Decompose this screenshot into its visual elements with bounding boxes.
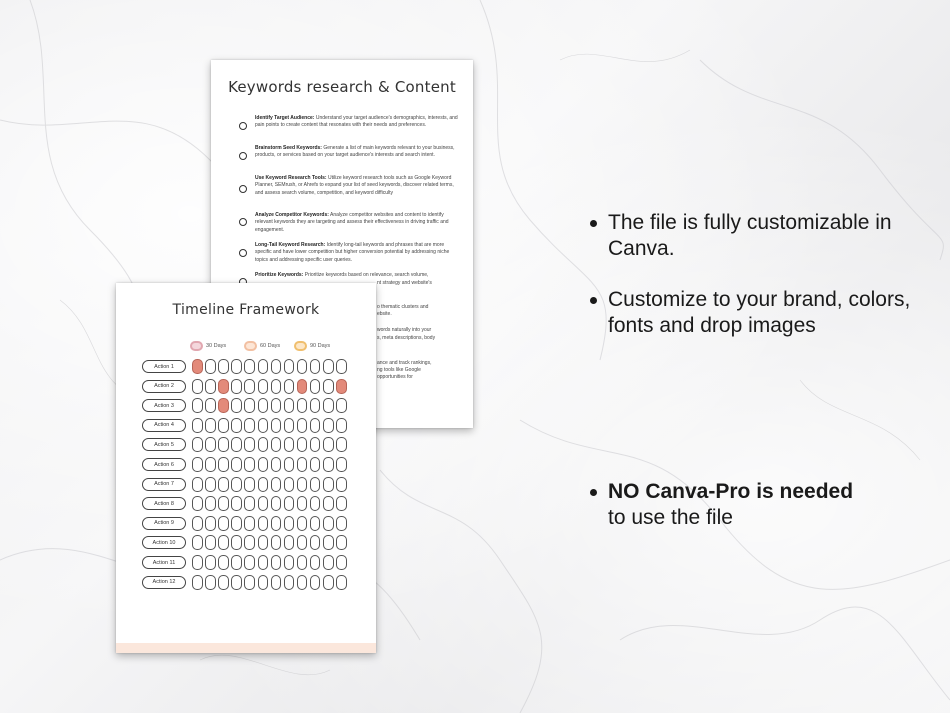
timeline-cell[interactable]	[310, 398, 321, 413]
action-label-button[interactable]: Action 4	[142, 419, 186, 432]
kw-partial-1: nt strategy and website's	[377, 280, 432, 286]
timeline-cell[interactable]	[336, 457, 347, 472]
action-label-button[interactable]: Action 9	[142, 517, 186, 530]
timeline-cell[interactable]	[244, 575, 255, 590]
timeline-cell[interactable]	[323, 535, 334, 550]
timeline-cell[interactable]	[297, 437, 308, 452]
timeline-cell[interactable]	[192, 575, 203, 590]
timeline-cell[interactable]	[231, 477, 242, 492]
timeline-cell[interactable]	[192, 379, 203, 394]
timeline-cell[interactable]	[231, 535, 242, 550]
radio-circle-icon[interactable]	[239, 185, 247, 193]
timeline-cell[interactable]	[192, 418, 203, 433]
timeline-cell[interactable]	[284, 437, 295, 452]
timeline-cell[interactable]	[297, 496, 308, 511]
timeline-cell[interactable]	[218, 359, 229, 374]
timeline-cell[interactable]	[231, 575, 242, 590]
keywords-page-title: Keywords research & Content	[228, 78, 456, 96]
timeline-cell[interactable]	[310, 379, 321, 394]
timeline-cell[interactable]	[284, 535, 295, 550]
timeline-cell[interactable]	[192, 477, 203, 492]
timeline-cell[interactable]	[284, 379, 295, 394]
timeline-cell[interactable]	[258, 457, 269, 472]
timeline-cell[interactable]	[310, 359, 321, 374]
no-pro-bold: NO Canva-Pro is needed	[608, 480, 854, 503]
timeline-cell[interactable]	[310, 496, 321, 511]
timeline-cell[interactable]	[336, 496, 347, 511]
action-label-button[interactable]: Action 3	[142, 399, 186, 412]
timeline-cell[interactable]	[323, 418, 334, 433]
timeline-cell[interactable]	[231, 418, 242, 433]
timeline-cell[interactable]	[205, 575, 216, 590]
timeline-cell[interactable]	[258, 379, 269, 394]
timeline-cell[interactable]	[205, 477, 216, 492]
legend-90-days: 90 Days	[294, 341, 330, 351]
timeline-cell[interactable]	[231, 437, 242, 452]
timeline-cell[interactable]	[336, 477, 347, 492]
radio-circle-icon[interactable]	[239, 249, 247, 257]
timeline-cell[interactable]	[231, 516, 242, 531]
timeline-cell[interactable]	[205, 555, 216, 570]
timeline-cell[interactable]	[271, 418, 282, 433]
kw-partial-6: ance and track rankings,	[377, 360, 432, 366]
timeline-cell-filled[interactable]	[218, 379, 229, 394]
timeline-cell[interactable]	[258, 398, 269, 413]
action-label-button[interactable]: Action 7	[142, 478, 186, 491]
kw-partial-5: s, meta descriptions, body	[377, 335, 436, 341]
timeline-cell[interactable]	[192, 555, 203, 570]
timeline-cell[interactable]	[297, 457, 308, 472]
timeline-cell[interactable]	[271, 535, 282, 550]
timeline-cell[interactable]	[271, 496, 282, 511]
keywords-research-page: Keywords research & Content Identify Target Audience: Understand your target audience's demographics, interests, and pain points to create content that resonates with their needs and preferences. Brainstorm Seed Keywords: Generate a list of main keywords relevant to your business, products, or services based on your target audience's interests and search intent. Use Keyword Research Tools: Utilize keyword research tools such as Google Keyword Planner, SEMrush, or Ahrefs to expand your list of seed keywords, discover related terms, and assess search volume, competition, and keyword difficulty Analyze Competitor Keywords: Analyze competitor websites and content to identify relevant keywords they are targeting and assess their effectiveness in driving traffic and engagement. Long-Tail Keyword Research: Identify long-tail keywords and phrases that are more specific and have lower competition but higher conversion potential by addressing niche topics and addressing specific user queries. Prioritize Keywords: Prioritize keywords based on relevance, search volume, nt strategy and website's o thematic clusters and ebsite. words naturally into your s, meta descriptions, body ance and track rankings, ng tools like Google opportunities for	[211, 60, 473, 428]
timeline-cell[interactable]	[218, 477, 229, 492]
timeline-cell[interactable]	[231, 555, 242, 570]
timeline-cell-filled[interactable]	[192, 359, 203, 374]
timeline-cell[interactable]	[258, 418, 269, 433]
timeline-cell[interactable]	[218, 516, 229, 531]
bullet-dot-icon	[590, 297, 597, 304]
timeline-cell[interactable]	[297, 418, 308, 433]
timeline-cell[interactable]	[231, 496, 242, 511]
legend-60-days: 60 Days	[244, 341, 280, 351]
timeline-cell-filled[interactable]	[336, 379, 347, 394]
timeline-cell[interactable]	[323, 359, 334, 374]
timeline-cell[interactable]	[244, 516, 255, 531]
timeline-cell[interactable]	[336, 516, 347, 531]
action-label-button[interactable]: Action 2	[142, 380, 186, 393]
timeline-cell[interactable]	[336, 359, 347, 374]
radio-circle-icon[interactable]	[239, 152, 247, 160]
timeline-cell[interactable]	[271, 575, 282, 590]
timeline-cell[interactable]	[310, 437, 321, 452]
bullet-dot-icon	[590, 220, 597, 227]
timeline-cell[interactable]	[284, 418, 295, 433]
timeline-cell[interactable]	[244, 477, 255, 492]
timeline-cell[interactable]	[218, 437, 229, 452]
action-label-button[interactable]: Action 1	[142, 360, 186, 373]
timeline-cell[interactable]	[192, 398, 203, 413]
timeline-cell[interactable]	[297, 516, 308, 531]
timeline-cell[interactable]	[323, 437, 334, 452]
legend-swatch-60	[244, 341, 257, 351]
action-label-button[interactable]: Action 6	[142, 458, 186, 471]
timeline-page-title: Timeline Framework	[172, 302, 320, 318]
timeline-cell[interactable]	[310, 418, 321, 433]
timeline-cell[interactable]	[244, 398, 255, 413]
action-label-button[interactable]: Action 8	[142, 497, 186, 510]
timeline-cell[interactable]	[205, 535, 216, 550]
timeline-cell[interactable]	[218, 457, 229, 472]
timeline-cell[interactable]	[310, 555, 321, 570]
timeline-cell[interactable]	[284, 575, 295, 590]
timeline-cell[interactable]	[205, 398, 216, 413]
timeline-cell[interactable]	[297, 535, 308, 550]
timeline-cell[interactable]	[271, 516, 282, 531]
timeline-cell[interactable]	[323, 398, 334, 413]
timeline-cell[interactable]	[323, 477, 334, 492]
timeline-cell[interactable]	[192, 457, 203, 472]
timeline-cell[interactable]	[297, 575, 308, 590]
timeline-cell[interactable]	[271, 477, 282, 492]
timeline-cell[interactable]	[231, 457, 242, 472]
action-label-button[interactable]: Action 5	[142, 438, 186, 451]
bullet-dot-icon	[590, 489, 597, 496]
action-label-button[interactable]: Action 10	[142, 536, 186, 549]
timeline-cell[interactable]	[205, 516, 216, 531]
timeline-cell[interactable]	[192, 516, 203, 531]
timeline-cell[interactable]	[231, 359, 242, 374]
timeline-cell[interactable]	[244, 437, 255, 452]
timeline-cell[interactable]	[323, 457, 334, 472]
timeline-cell[interactable]	[244, 496, 255, 511]
timeline-cell[interactable]	[218, 555, 229, 570]
timeline-cell[interactable]	[192, 496, 203, 511]
timeline-cell[interactable]	[205, 496, 216, 511]
timeline-cell[interactable]	[271, 398, 282, 413]
action-label-button[interactable]: Action 12	[142, 576, 186, 589]
kw-partial-2: o thematic clusters and	[377, 304, 429, 310]
timeline-cell[interactable]	[231, 379, 242, 394]
timeline-cell[interactable]	[336, 535, 347, 550]
timeline-cell[interactable]	[336, 575, 347, 590]
timeline-cell[interactable]	[271, 379, 282, 394]
timeline-cell[interactable]	[336, 555, 347, 570]
timeline-cell[interactable]	[258, 575, 269, 590]
timeline-cell[interactable]	[244, 535, 255, 550]
action-label-button[interactable]: Action 11	[142, 556, 186, 569]
timeline-cell[interactable]	[323, 379, 334, 394]
timeline-cell-filled[interactable]	[218, 398, 229, 413]
timeline-cell[interactable]	[258, 555, 269, 570]
timeline-cell[interactable]	[192, 437, 203, 452]
radio-circle-icon[interactable]	[239, 122, 247, 130]
timeline-cell[interactable]	[205, 457, 216, 472]
timeline-cell[interactable]	[205, 437, 216, 452]
timeline-cell[interactable]	[244, 379, 255, 394]
legend-swatch-90	[294, 341, 307, 351]
timeline-cell[interactable]	[284, 457, 295, 472]
timeline-cell[interactable]	[218, 496, 229, 511]
timeline-cell[interactable]	[284, 555, 295, 570]
timeline-cell[interactable]	[218, 535, 229, 550]
timeline-cell[interactable]	[244, 359, 255, 374]
timeline-cell[interactable]	[323, 516, 334, 531]
radio-circle-icon[interactable]	[239, 218, 247, 226]
kw-partial-7: ng tools like Google	[377, 367, 421, 373]
kw-partial-3: ebsite.	[377, 311, 392, 317]
timeline-cell[interactable]	[258, 535, 269, 550]
footer-band	[116, 643, 376, 653]
timeline-cell[interactable]	[336, 437, 347, 452]
timeline-cell[interactable]	[323, 575, 334, 590]
kw-partial-8: opportunities for	[377, 374, 413, 380]
timeline-cell[interactable]	[244, 457, 255, 472]
timeline-cell[interactable]	[310, 575, 321, 590]
timeline-cell[interactable]	[258, 437, 269, 452]
timeline-cell[interactable]	[284, 516, 295, 531]
timeline-cell[interactable]	[205, 418, 216, 433]
timeline-cell[interactable]	[323, 555, 334, 570]
kw-partial-4: words naturally into your	[377, 327, 432, 333]
timeline-cell[interactable]	[271, 555, 282, 570]
timeline-cell[interactable]	[258, 477, 269, 492]
timeline-cell[interactable]	[271, 457, 282, 472]
timeline-cell[interactable]	[258, 359, 269, 374]
timeline-cell[interactable]	[284, 477, 295, 492]
legend-30-days: 30 Days	[190, 341, 226, 351]
timeline-cell[interactable]	[205, 379, 216, 394]
timeline-cell[interactable]	[284, 398, 295, 413]
timeline-cell[interactable]	[231, 398, 242, 413]
timeline-cell[interactable]	[323, 496, 334, 511]
timeline-cell-filled[interactable]	[297, 379, 308, 394]
timeline-cell[interactable]	[297, 477, 308, 492]
timeline-cell[interactable]	[218, 418, 229, 433]
timeline-cell[interactable]	[310, 535, 321, 550]
timeline-cell[interactable]	[297, 555, 308, 570]
legend-swatch-30	[190, 341, 203, 351]
timeline-cell[interactable]	[218, 575, 229, 590]
timeline-cell[interactable]	[205, 359, 216, 374]
timeline-framework-page	[116, 283, 376, 653]
timeline-cell[interactable]	[310, 457, 321, 472]
timeline-cell[interactable]	[284, 359, 295, 374]
timeline-cell[interactable]	[244, 555, 255, 570]
timeline-cell[interactable]	[244, 418, 255, 433]
timeline-cell[interactable]	[192, 535, 203, 550]
timeline-cell[interactable]	[310, 477, 321, 492]
timeline-cell[interactable]	[271, 437, 282, 452]
timeline-cell[interactable]	[336, 398, 347, 413]
timeline-cell[interactable]	[258, 516, 269, 531]
timeline-cell[interactable]	[271, 359, 282, 374]
timeline-cell[interactable]	[297, 398, 308, 413]
timeline-cell[interactable]	[297, 359, 308, 374]
timeline-cell[interactable]	[284, 496, 295, 511]
timeline-cell[interactable]	[258, 496, 269, 511]
no-pro-rest: to use the file	[608, 506, 733, 529]
timeline-cell[interactable]	[310, 516, 321, 531]
timeline-cell[interactable]	[336, 418, 347, 433]
